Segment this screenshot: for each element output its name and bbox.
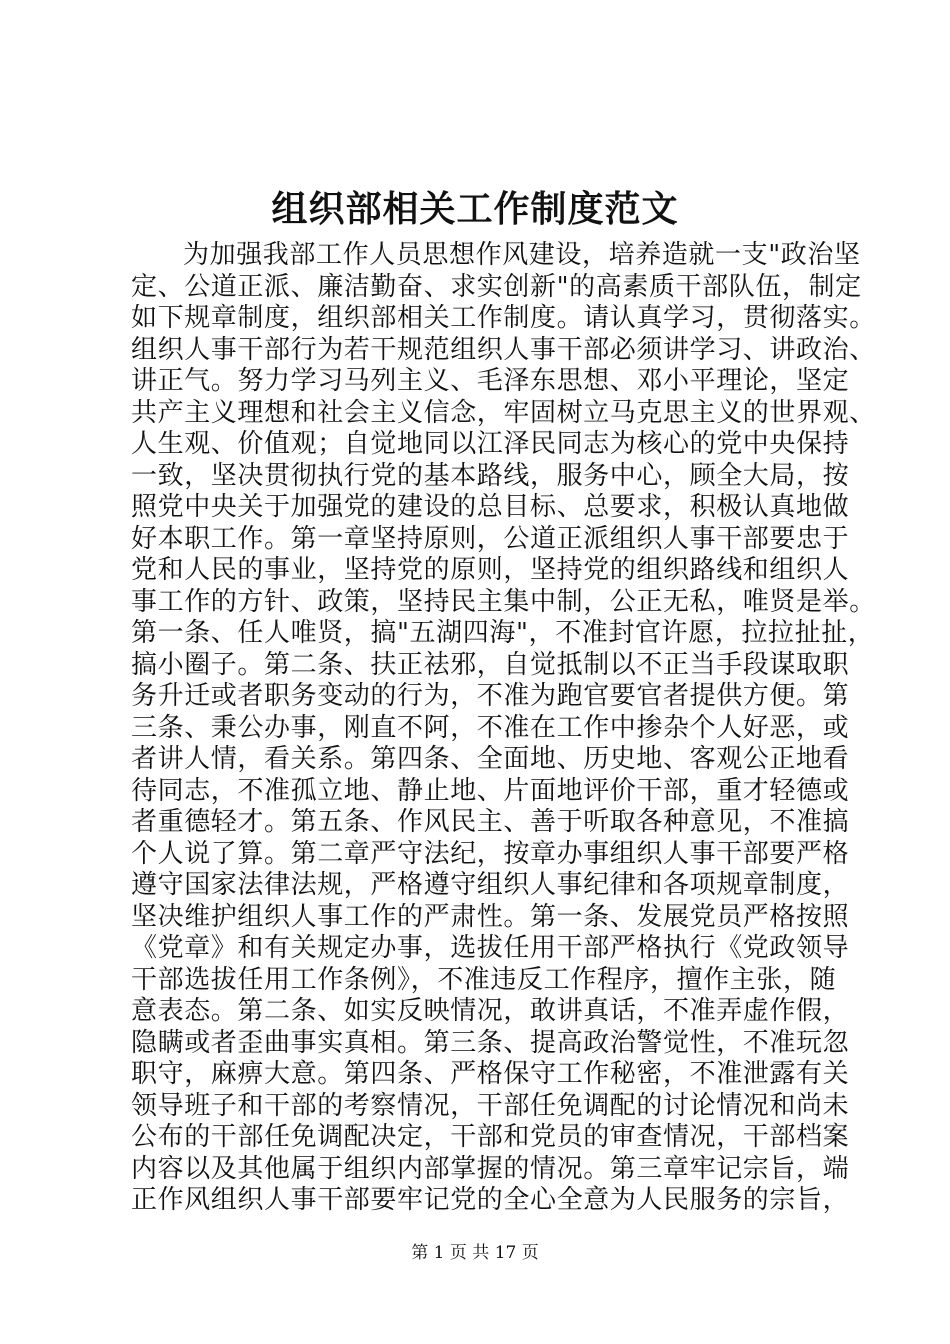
page-number-footer: 第 1 页 共 17 页 [411, 1243, 539, 1263]
document-page: 组织部相关工作制度范文 为加强我部工作人员思想作风建设，培养造就一支"政治坚 定、公道正派、廉洁勤奋、求实创新"的高素质干部队伍，制定 如下规章制度，组织部相关工作制度。请认真学习，贯彻落实。 组织人事干部行为若干规范组织人事干部必须讲学习、讲政治、 讲正气。努力学习马列主义、毛泽东思想、邓小平理论，坚定 共产主义理想和社会主义信念，牢固树立马克思主义的世界观、 人生观、价值观；自觉地同以江泽民同志为核心的党中央保持 一致，坚决贯彻执行党的基本路线，服务中心，顾全大局，按 照党中央关于加强党的建设的总目标、总要求，积极认真地做 好本职工作。第一章坚持原则，公道正派组织人事干部要忠于 党和人民的事业，坚持党的原则，坚持党的组织路线和组织人 事工作的方针、政策，坚持民主集中制，公正无私，唯贤是举。 第一条、任人唯贤，搞"五湖四海"，不准封官许愿，拉拉扯扯， 搞小圈子。第二条、扶正祛邪，自觉抵制以不正当手段谋取职 务升迁或者职务变动的行为，不准为跑官要官者提供方便。第 三条、秉公办事，刚直不阿，不准在工作中掺杂个人好恶，或 者讲人情，看关系。第四条、全面地、历史地、客观公正地看 待同志，不准孤立地、静止地、片面地评价干部，重才轻德或 者重德轻才。第五条、作风民主、善于听取各种意见，不准搞 个人说了算。第二章严守法纪，按章办事组织人事干部要严格 遵守国家法律法规，严格遵守组织人事纪律和各项规章制度， 坚决维护组织人事工作的严肃性。第一条、发展党员严格按照 《党章》和有关规定办事，选拔任用干部严格执行《党政领导 干部选拔任用工作条例》，不准违反工作程序，擅作主张，随 意表态。第二条、如实反映情况，敢讲真话，不准弄虚作假， 隐瞒或者歪曲事实真相。第三条、提高政治警觉性，不准玩忽 职守，麻痹大意。第四条、严格保守工作秘密，不准泄露有关 领导班子和干部的考察情况，干部任免调配的讨论情况和尚未 公布的干部任免调配决定，干部和党员的审查情况，干部档案 内容以及其他属于组织内部掌握的情况。第三章牢记宗旨，端 正作风组织人事干部要牢记党的全心全意为人民服务的宗旨， 第 1 页 共 17 页 [0, 0, 950, 1344]
document-title: 组织部相关工作制度范文 [271, 188, 679, 230]
body-line: 为加强我部工作人员思想作风建设，培养造就一支"政治坚 [183, 240, 861, 270]
